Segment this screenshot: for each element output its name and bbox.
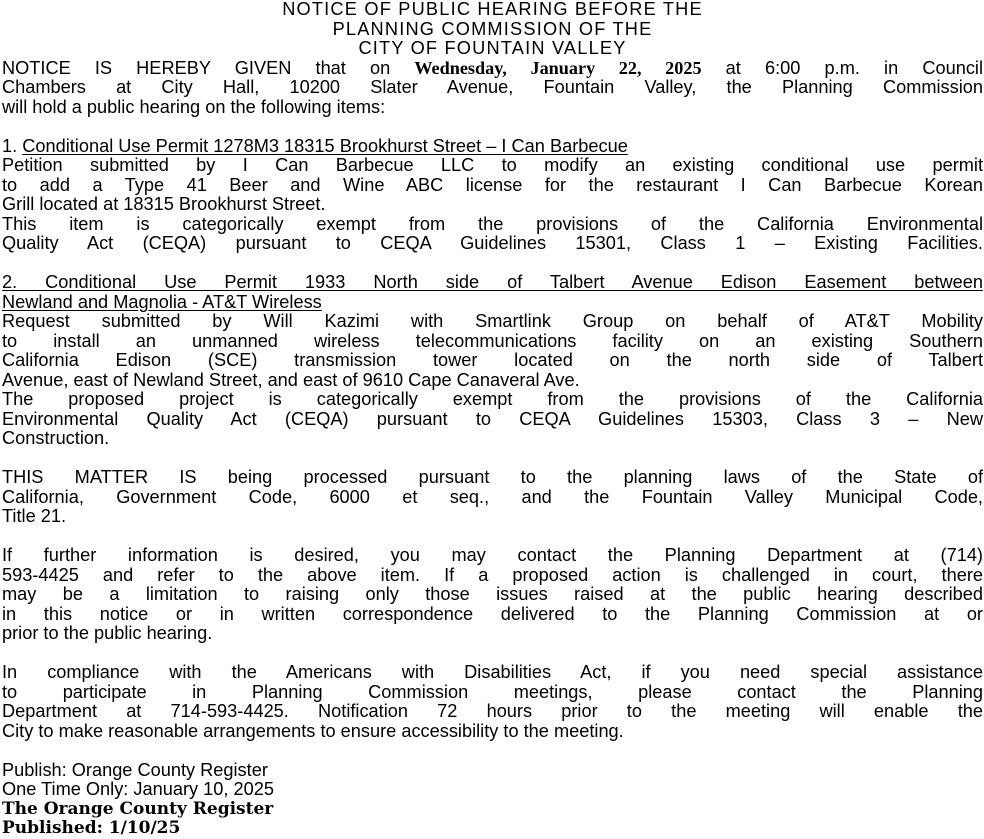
publish-line: Publish: Orange County Register <box>2 759 268 780</box>
item-2-line-6: Environmental Quality Act (CEQA) pursuant to CEQA Guidelines 15303, Class 3 – New <box>2 409 983 429</box>
publication-footer <box>2 761 983 839</box>
item-1-line-4: This item is categorically exempt from the provisions of the California Environmental <box>2 214 983 234</box>
notice-title <box>2 0 983 59</box>
intro-line-3: will hold a public hearing on the following items: <box>2 96 386 117</box>
ada-line-4: City to make reasonable arrangements to ensure accessibility to the meeting. <box>2 720 624 741</box>
ada-paragraph <box>2 663 983 741</box>
item-2-heading-2: Newland and Magnolia - AT&T Wireless <box>2 291 322 312</box>
item-2-line-4: Avenue, east of Newland Street, and east of 9610 Cape Canaveral Ave. <box>2 369 580 390</box>
intro-time: at 6:00 p.m. in Council <box>701 58 983 78</box>
item-1-number: 1. <box>2 135 23 156</box>
matter-line-3: Title 21. <box>2 506 67 526</box>
title-line-1: NOTICE OF PUBLIC HEARING BEFORE THE <box>282 0 703 19</box>
matter-paragraph <box>2 468 983 527</box>
info-line-4: in this notice or in written correspondence delivered to the Planning Commission at or <box>2 604 983 624</box>
item-2 <box>2 273 983 449</box>
newspaper-name: The Orange County Register <box>2 798 274 819</box>
intro-line-1 <box>2 59 983 79</box>
ada-line-3: Department at 714-593-4425. Notification 72 hours prior to the meeting will enable the <box>2 702 983 721</box>
item-1-line-5: Quality Act (CEQA) pursuant to CEQA Guidelines 15301, Class 1 – Existing Facilities. <box>2 234 983 253</box>
item-2-line-2: to install an unmanned wireless telecommunications facility on an existing Southern <box>2 331 983 351</box>
item-2-line-1: Request submitted by Will Kazimi with Smartlink Group on behalf of AT&T Mobility <box>2 312 983 331</box>
intro-line-2: Chambers at City Hall, 10200 Slater Avenue, Fountain Valley, the Planning Commission <box>2 78 983 97</box>
info-line-1: If further information is desired, you may contact the Planning Department at (714) <box>2 546 983 565</box>
matter-line-1: THIS MATTER IS being processed pursuant to the planning laws of the State of <box>2 468 983 487</box>
hearing-date: Wednesday, January 22, 2025 <box>414 58 702 78</box>
item-2-line-3: California Edison (SCE) transmission tower located on the north side of Talbert <box>2 351 983 370</box>
intro-paragraph <box>2 59 983 118</box>
info-line-2: 593-4425 and refer to the above item. If a proposed action is challenged in court, there <box>2 565 983 585</box>
item-1-line-2: to add a Type 41 Beer and Wine ABC license for the restaurant I Can Barbecue Korean <box>2 175 983 195</box>
public-notice <box>2 0 983 839</box>
intro-lead: NOTICE IS HEREBY GIVEN that on <box>2 58 415 78</box>
item-1 <box>2 137 983 254</box>
title-line-2: PLANNING COMMISSION OF THE <box>332 18 653 39</box>
item-2-line-5: The proposed project is categorically exempt from the provisions of the California <box>2 390 983 409</box>
one-time-line: One Time Only: January 10, 2025 <box>2 779 274 799</box>
info-line-5: prior to the public hearing. <box>2 623 213 643</box>
item-1-line-1: Petition submitted by I Can Barbecue LLC to modify an existing conditional use permit <box>2 156 983 175</box>
ada-line-2: to participate in Planning Commission meetings, please contact the Planning <box>2 682 983 702</box>
info-paragraph <box>2 546 983 644</box>
matter-line-2: California, Government Code, 6000 et seq., and the Fountain Valley Municipal Code, <box>2 487 983 507</box>
item-1-heading: Conditional Use Permit 1278M3 18315 Brookhurst Street – I Can Barbecue <box>22 135 628 156</box>
item-2-heading-1: 2. Conditional Use Permit 1933 North side of Talbert Avenue Edison Easement between <box>2 273 983 292</box>
title-line-3: CITY OF FOUNTAIN VALLEY <box>358 38 627 58</box>
item-2-line-7: Construction. <box>2 428 110 448</box>
item-1-line-3: Grill located at 18315 Brookhurst Street. <box>2 194 326 214</box>
item-1-heading-line <box>2 137 983 157</box>
published-date: Published: 1/10/25 <box>2 818 181 838</box>
info-line-3: may be a limitation to raising only those issues raised at the public hearing described <box>2 585 983 604</box>
ada-line-1: In compliance with the Americans with Disabilities Act, if you need special assistance <box>2 663 983 682</box>
